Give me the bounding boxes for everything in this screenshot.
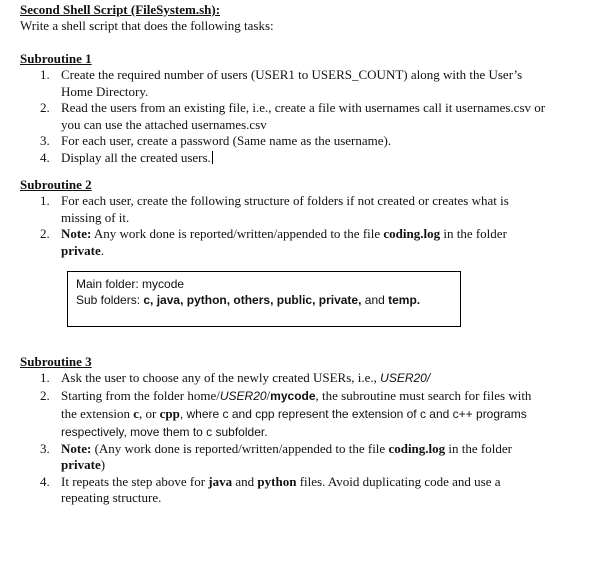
note-text: Any work done is reported/written/appended to the file xyxy=(91,226,384,241)
document-title: Second Shell Script (FileSystem.sh): xyxy=(20,2,221,17)
subroutine-3-heading: Subroutine 3 xyxy=(20,354,92,369)
list-item-text: Display all the created users. xyxy=(61,149,211,165)
list-item-text: , where c and cpp represent the extension of c and c++ programs respectively, move them to c subfolder. xyxy=(61,406,527,439)
list-item-text: It repeats the step above for xyxy=(61,473,209,489)
intro-text: Write a shell script that does the following tasks: xyxy=(20,18,274,33)
path-separator: / xyxy=(266,387,271,403)
main-folder-line: Main folder: mycode xyxy=(76,277,185,291)
list-item xyxy=(20,474,550,507)
folder-structure-box xyxy=(67,271,461,327)
subroutine-1-list xyxy=(20,67,550,166)
list-number: 4. xyxy=(40,149,50,165)
subroutine-2-list xyxy=(20,193,550,259)
list-number: 1. xyxy=(40,370,50,385)
subroutine-3-list xyxy=(20,370,550,507)
list-item xyxy=(20,370,550,387)
example-user: USER20/ xyxy=(380,371,431,385)
list-number: 2. xyxy=(40,387,50,403)
note-text: in the folder xyxy=(440,226,507,241)
subroutine-2-heading: Subroutine 2 xyxy=(20,177,92,192)
note-end: . xyxy=(100,242,104,258)
list-item xyxy=(20,133,550,150)
list-item-text: files. Avoid duplicating code and use a repeating structure. xyxy=(61,473,501,505)
sub-folders-and: and xyxy=(361,293,389,307)
list-number: 1. xyxy=(40,193,50,208)
list-number: 4. xyxy=(40,473,50,489)
note-text: in the folder xyxy=(445,440,512,456)
list-item-text: Ask the user to choose any of the newly created USERs, i.e., xyxy=(61,370,381,385)
list-number: 3. xyxy=(40,133,50,148)
list-item xyxy=(20,193,550,226)
list-number: 1. xyxy=(40,67,50,82)
list-item-text: , or xyxy=(139,405,160,421)
list-item-text: and xyxy=(232,473,258,489)
text-cursor xyxy=(212,151,213,164)
list-item-text: For each user, create the following structure of folders if not created or creates what is missing of it. xyxy=(61,193,509,225)
sub-folders-label: Sub folders: xyxy=(76,293,144,307)
list-item xyxy=(20,150,550,167)
language-python: python xyxy=(257,473,297,489)
list-item-text: For each user, create a password (Same name as the username). xyxy=(61,133,392,148)
list-number: 3. xyxy=(40,440,50,456)
list-item xyxy=(20,387,550,441)
sub-folders-list: c, java, python, others, public, private, xyxy=(143,293,362,307)
list-item-text: , the subroutine must search for files with the extension xyxy=(61,387,532,421)
log-file-name: coding.log xyxy=(388,440,446,456)
list-item xyxy=(20,100,550,133)
list-number: 2. xyxy=(40,226,50,241)
folder-name: private xyxy=(61,242,101,258)
log-file-name: coding.log xyxy=(383,226,441,241)
extension-c: c xyxy=(133,405,139,421)
sub-folders-line xyxy=(76,292,460,308)
sub-folders-last: temp. xyxy=(388,293,421,307)
list-item xyxy=(20,441,550,474)
list-item-text: Read the users from an existing file, i.e., create a file with usernames call it usernames.csv or you can use the attached usernames.csv xyxy=(61,100,546,132)
note-end: ) xyxy=(100,457,106,472)
subroutine-1-heading: Subroutine 1 xyxy=(20,51,92,66)
list-item xyxy=(20,67,550,100)
note-label: Note: xyxy=(61,226,92,241)
user-path: USER20 xyxy=(219,388,267,403)
list-number: 2. xyxy=(40,100,50,115)
list-item-text: Starting from the folder home/ xyxy=(61,387,220,403)
list-item xyxy=(20,226,550,259)
list-item-text: Create the required number of users (USER1 to USERS_COUNT) along with the User’s Home Directory. xyxy=(61,67,523,99)
note-label: Note: xyxy=(61,440,92,456)
language-java: java xyxy=(208,473,233,489)
extension-cpp: cpp xyxy=(159,405,180,421)
folder-name: private xyxy=(61,457,101,472)
mycode-folder: mycode xyxy=(270,388,316,403)
note-text: (Any work done is reported/written/appended to the file xyxy=(91,440,389,456)
